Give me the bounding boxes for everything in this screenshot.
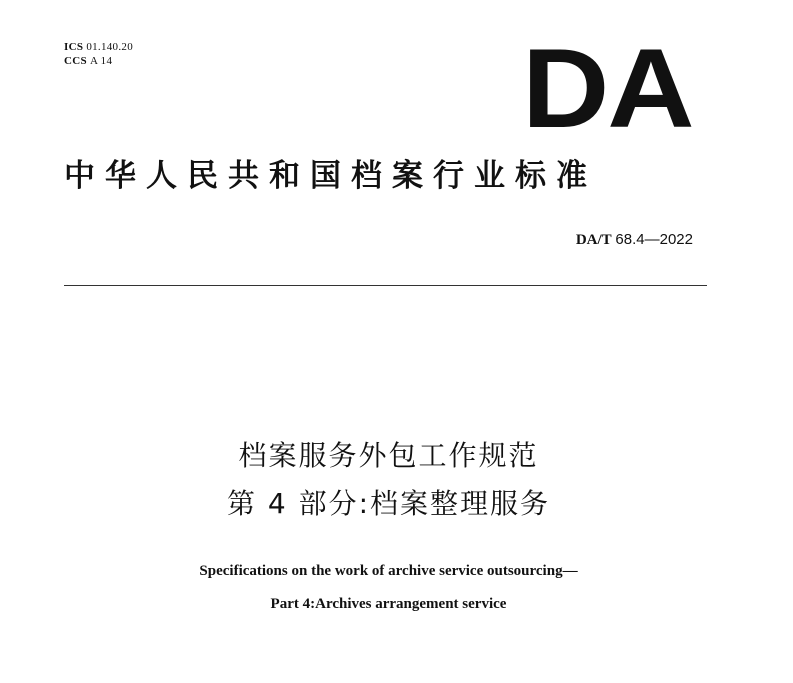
standard-category-title: 中华人民共和国档案行业标准 (64, 158, 597, 194)
ics-number: 01.140.20 (86, 41, 134, 53)
classification-codes (64, 40, 133, 68)
divider-line (64, 285, 707, 286)
ccs-label: CCS (64, 55, 87, 67)
ccs-number: A 14 (89, 55, 113, 67)
document-title-en-line2: Part 4:Archives arrangement service (270, 596, 507, 612)
ccs-code (64, 54, 133, 68)
standard-number (576, 230, 693, 250)
da-logo: DA (522, 26, 693, 151)
standard-number-rest: 68.4—2022 (615, 231, 693, 248)
ics-code (64, 40, 133, 54)
document-title-zh-line2: 第 4 部分:档案整理服务 (226, 487, 551, 520)
standard-number-prefix: DA/T (575, 232, 612, 248)
ics-label: ICS (64, 41, 84, 53)
document-title-zh-line1: 档案服务外包工作规范 (238, 439, 539, 472)
document-title-en-line1: Specifications on the work of archive service outsourcing— (199, 563, 578, 579)
